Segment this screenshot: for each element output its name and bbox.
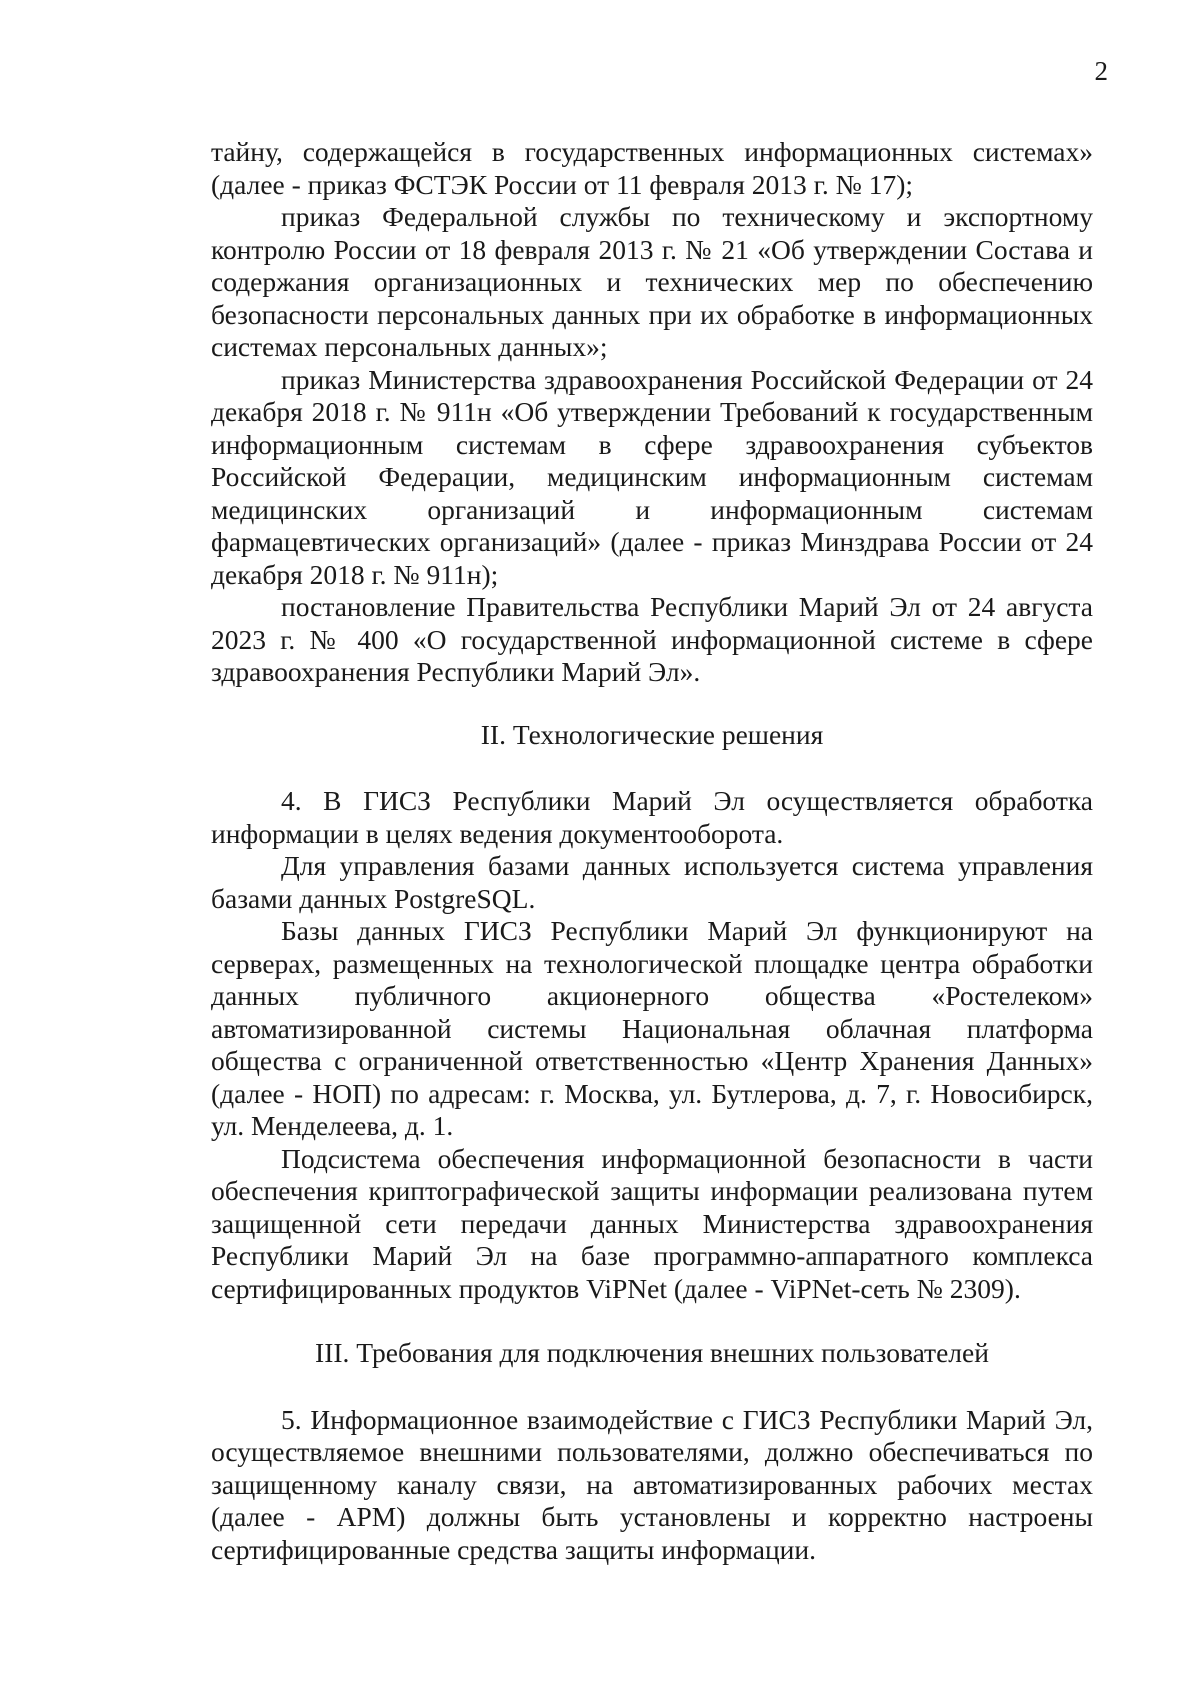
paragraph-minzdrav-order-911n: приказ Министерства здравоохранения Российской Федерации от 24 декабря 2018 г. № 911н «Об утверждении Требований к государственным информационным системам в сфере здравоохранения субъектов Российской Федерации, медицинским информационным системам медицинских организаций и информационным системам фармацевтических организаций» (далее - приказ Минздрава России от 24 декабря 2018 г. № 911н); xyxy=(211,363,1093,590)
section-heading-technological-solutions: II. Технологические решения xyxy=(480,718,824,750)
paragraph-item-5: 5. Информационное взаимодействие с ГИСЗ Республики Марий Эл, осуществляемое внешними пользователями, должно обеспечиваться по защищенному каналу связи, на автоматизированных рабочих местах (далее - АРМ) должны быть установлены и корректно настроены сертифицированные средства защиты информации. xyxy=(211,1403,1093,1565)
paragraph-security-subsystem: Подсистема обеспечения информационной безопасности в части обеспечения криптографической защиты информации реализована путем защищенной сети передачи данных Министерства здравоохранения Республики Марий Эл на базе программно-аппаратного комплекса сертифицированных продуктов ViPNet (далее - ViPNet-сеть № 2309). xyxy=(211,1142,1093,1304)
paragraph-continuation: тайну, содержащейся в государственных информационных системах» (далее - приказ ФСТЭК России от 11 февраля 2013 г. № 17); xyxy=(211,136,1093,200)
document-body xyxy=(211,136,1093,1566)
paragraph-dbms: Для управления базами данных используется система управления базами данных PostgreSQL. xyxy=(211,850,1093,914)
paragraph-government-resolution-400: постановление Правительства Республики Марий Эл от 24 августа 2023 г. № 400 «О государственной информационной системе в сфере здравоохранения Республики Марий Эл». xyxy=(211,591,1093,687)
section-heading-external-users: III. Требования для подключения внешних пользователей xyxy=(315,1337,989,1368)
paragraph-item-4: 4. В ГИСЗ Республики Марий Эл осуществляется обработка информации в целях ведения документооборота. xyxy=(211,785,1093,849)
paragraph-fstek-order-21: приказ Федеральной службы по техническому и экспортному контролю России от 18 февраля 2013 г. № 21 «Об утверждении Состава и содержания организационных и технических мер по обеспечению безопасности персональных данных при их обработке в информационных системах персональных данных»; xyxy=(211,201,1093,362)
paragraph-servers: Базы данных ГИСЗ Республики Марий Эл функционируют на серверах, размещенных на технологической площадке центра обработки данных публичного акционерного общества «Ростелеком» автоматизированной системы Национальная облачная платформа общества с ограниченной ответственностью «Центр Хранения Данных» (далее - НОП) по адресам: г. Москва, ул. Бутлерова, д. 7, г. Новосибирск, ул. Менделеева, д. 1. xyxy=(211,915,1093,1141)
page-number: 2 xyxy=(1094,56,1108,86)
